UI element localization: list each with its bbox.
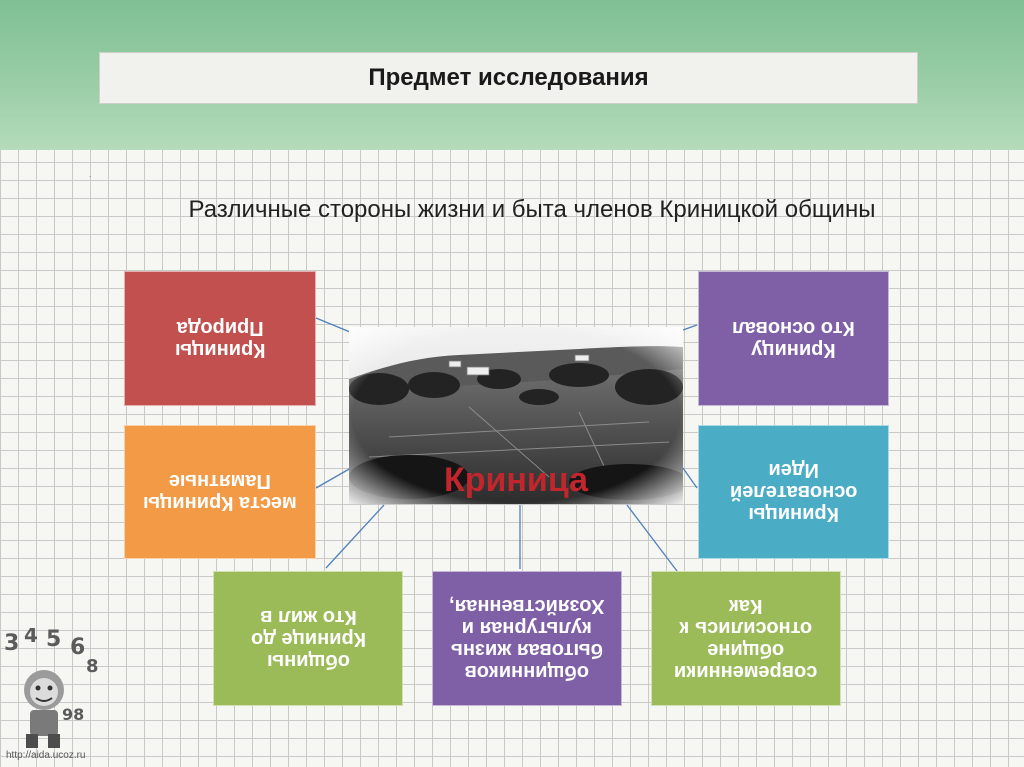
svg-text:3: 3 bbox=[4, 631, 20, 656]
box-founders-ideas-text: Криницы основателей Идеи bbox=[729, 459, 858, 525]
svg-text:4: 4 bbox=[24, 628, 38, 647]
box-founder bbox=[698, 271, 889, 406]
slide-subtitle: Различные стороны жизни и быта членов Криницкой общины bbox=[188, 196, 876, 223]
connector-line bbox=[627, 505, 680, 575]
box-founders-ideas bbox=[698, 425, 889, 559]
box-everyday-life bbox=[432, 571, 622, 706]
connector-line bbox=[326, 505, 384, 568]
box-nature-text: Криницы Природа bbox=[174, 316, 266, 361]
decorative-dot: . bbox=[89, 170, 92, 179]
center-label: Криница bbox=[443, 461, 589, 499]
village-photo bbox=[349, 327, 683, 504]
box-memorable-places-text: места Криницы Памятные bbox=[143, 470, 297, 514]
box-contemporaries bbox=[651, 571, 841, 706]
box-before-community-text: общины Кринице до Кто жил в bbox=[250, 605, 366, 672]
box-memorable-places bbox=[124, 425, 316, 559]
box-founder-text: Криницу Кто основал bbox=[732, 316, 855, 361]
connector-line bbox=[316, 468, 351, 488]
svg-text:98: 98 bbox=[62, 705, 85, 724]
svg-text:8: 8 bbox=[86, 656, 99, 677]
svg-text:6: 6 bbox=[70, 635, 86, 660]
box-contemporaries-text: современники общине относились к Как bbox=[674, 594, 818, 683]
box-everyday-life-text: общинников бытовая жизнь культурная и Хозяйственная, bbox=[449, 594, 605, 683]
connector-line bbox=[683, 468, 697, 488]
mascot-image bbox=[0, 628, 110, 753]
box-before-community bbox=[213, 571, 403, 706]
slide-title: Предмет исследования bbox=[368, 64, 649, 91]
connector-line bbox=[683, 325, 697, 330]
svg-text:5: 5 bbox=[46, 628, 62, 652]
site-credit[interactable]: http://aida.ucoz.ru bbox=[6, 750, 86, 761]
connector-line bbox=[316, 318, 350, 332]
box-nature bbox=[124, 271, 316, 406]
